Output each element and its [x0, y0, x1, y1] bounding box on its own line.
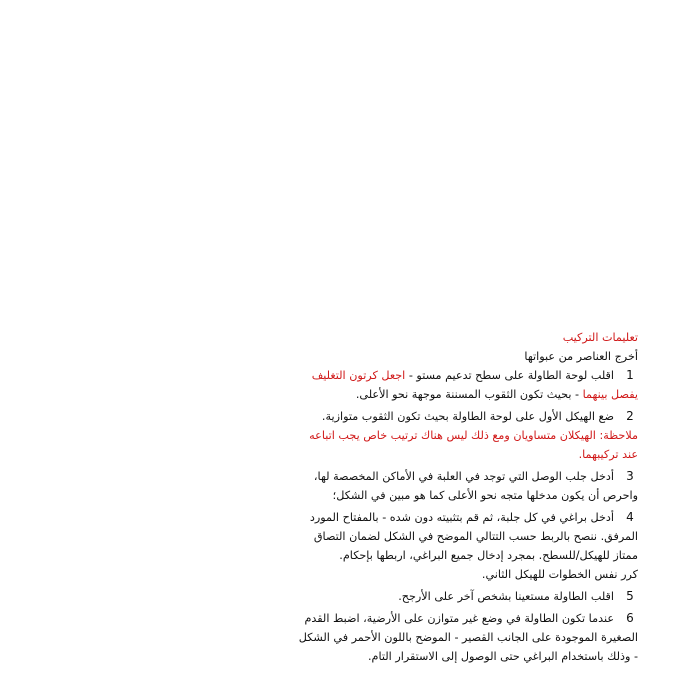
step-1-text-end: - بحيث تكون الثقوب المسننة موجهة نحو الأعلى. [355, 388, 583, 401]
step-5 [298, 587, 638, 606]
step-4 [298, 508, 638, 565]
step-5-text: اقلب الطاولة مستعينا بشخص آخر على الأرجح. [398, 590, 614, 603]
step-4-repeat: كرر نفس الخطوات للهيكل الثاني. [481, 568, 638, 581]
step-number: 2 [626, 409, 634, 423]
instructions-title: تعليمات التركيب [562, 331, 638, 344]
step-6 [298, 609, 638, 666]
step-3 [298, 467, 638, 505]
step-number: 1 [626, 368, 634, 382]
instructions-intro: أخرج العناصر من عبواتها [524, 350, 638, 363]
step-number: 3 [626, 469, 634, 483]
step-2-text: ضع الهيكل الأول على لوحة الطاولة بحيث تكون الثقوب متوازية. [321, 410, 614, 423]
step-4-text: أدخل براغي في كل جلبة، ثم قم بتثبيته دون شده - بالمفتاح المورد المرفق. ننصح بالربط حسب التتالي الموضح في الشكل لضمان التصاق ممتاز للهيكل/للسطح. بمجرد إدخال جميع البراغي، اربطها بإحكام. [309, 511, 638, 562]
step-number: 5 [626, 589, 634, 603]
step-2-note: ملاحظة: الهيكلان متساويان ومع ذلك ليس هناك ترتيب خاص يجب اتباعه عند تركيبهما. [309, 429, 638, 461]
step-3-text: أدخل جلب الوصل التي توجد في العلبة في الأماكن المخصصة لها، واحرص أن يكون مدخلها متجه نحو الأعلى كما هو مبين في الشكل؛ [313, 470, 638, 502]
step-6-text: عندما تكون الطاولة في وضع غير متوازن على الأرضية، اضبط القدم الصغيرة الموجودة على الجانب القصير - الموضح باللون الأحمر في الشكل - وذلك باستخدام البراغي حتى الوصول إلى الاستقرار التام. [298, 612, 638, 663]
step-number: 6 [626, 611, 634, 625]
step-1-highlight: اجعل كرتون التغليف يفصل بينهما [311, 369, 638, 401]
step-2 [298, 407, 638, 426]
step-1 [298, 366, 638, 404]
instructions-column [298, 328, 638, 669]
step-1-text: اقلب لوحة الطاولة على سطح تدعيم مستو - [405, 369, 614, 382]
step-number: 4 [626, 510, 634, 524]
